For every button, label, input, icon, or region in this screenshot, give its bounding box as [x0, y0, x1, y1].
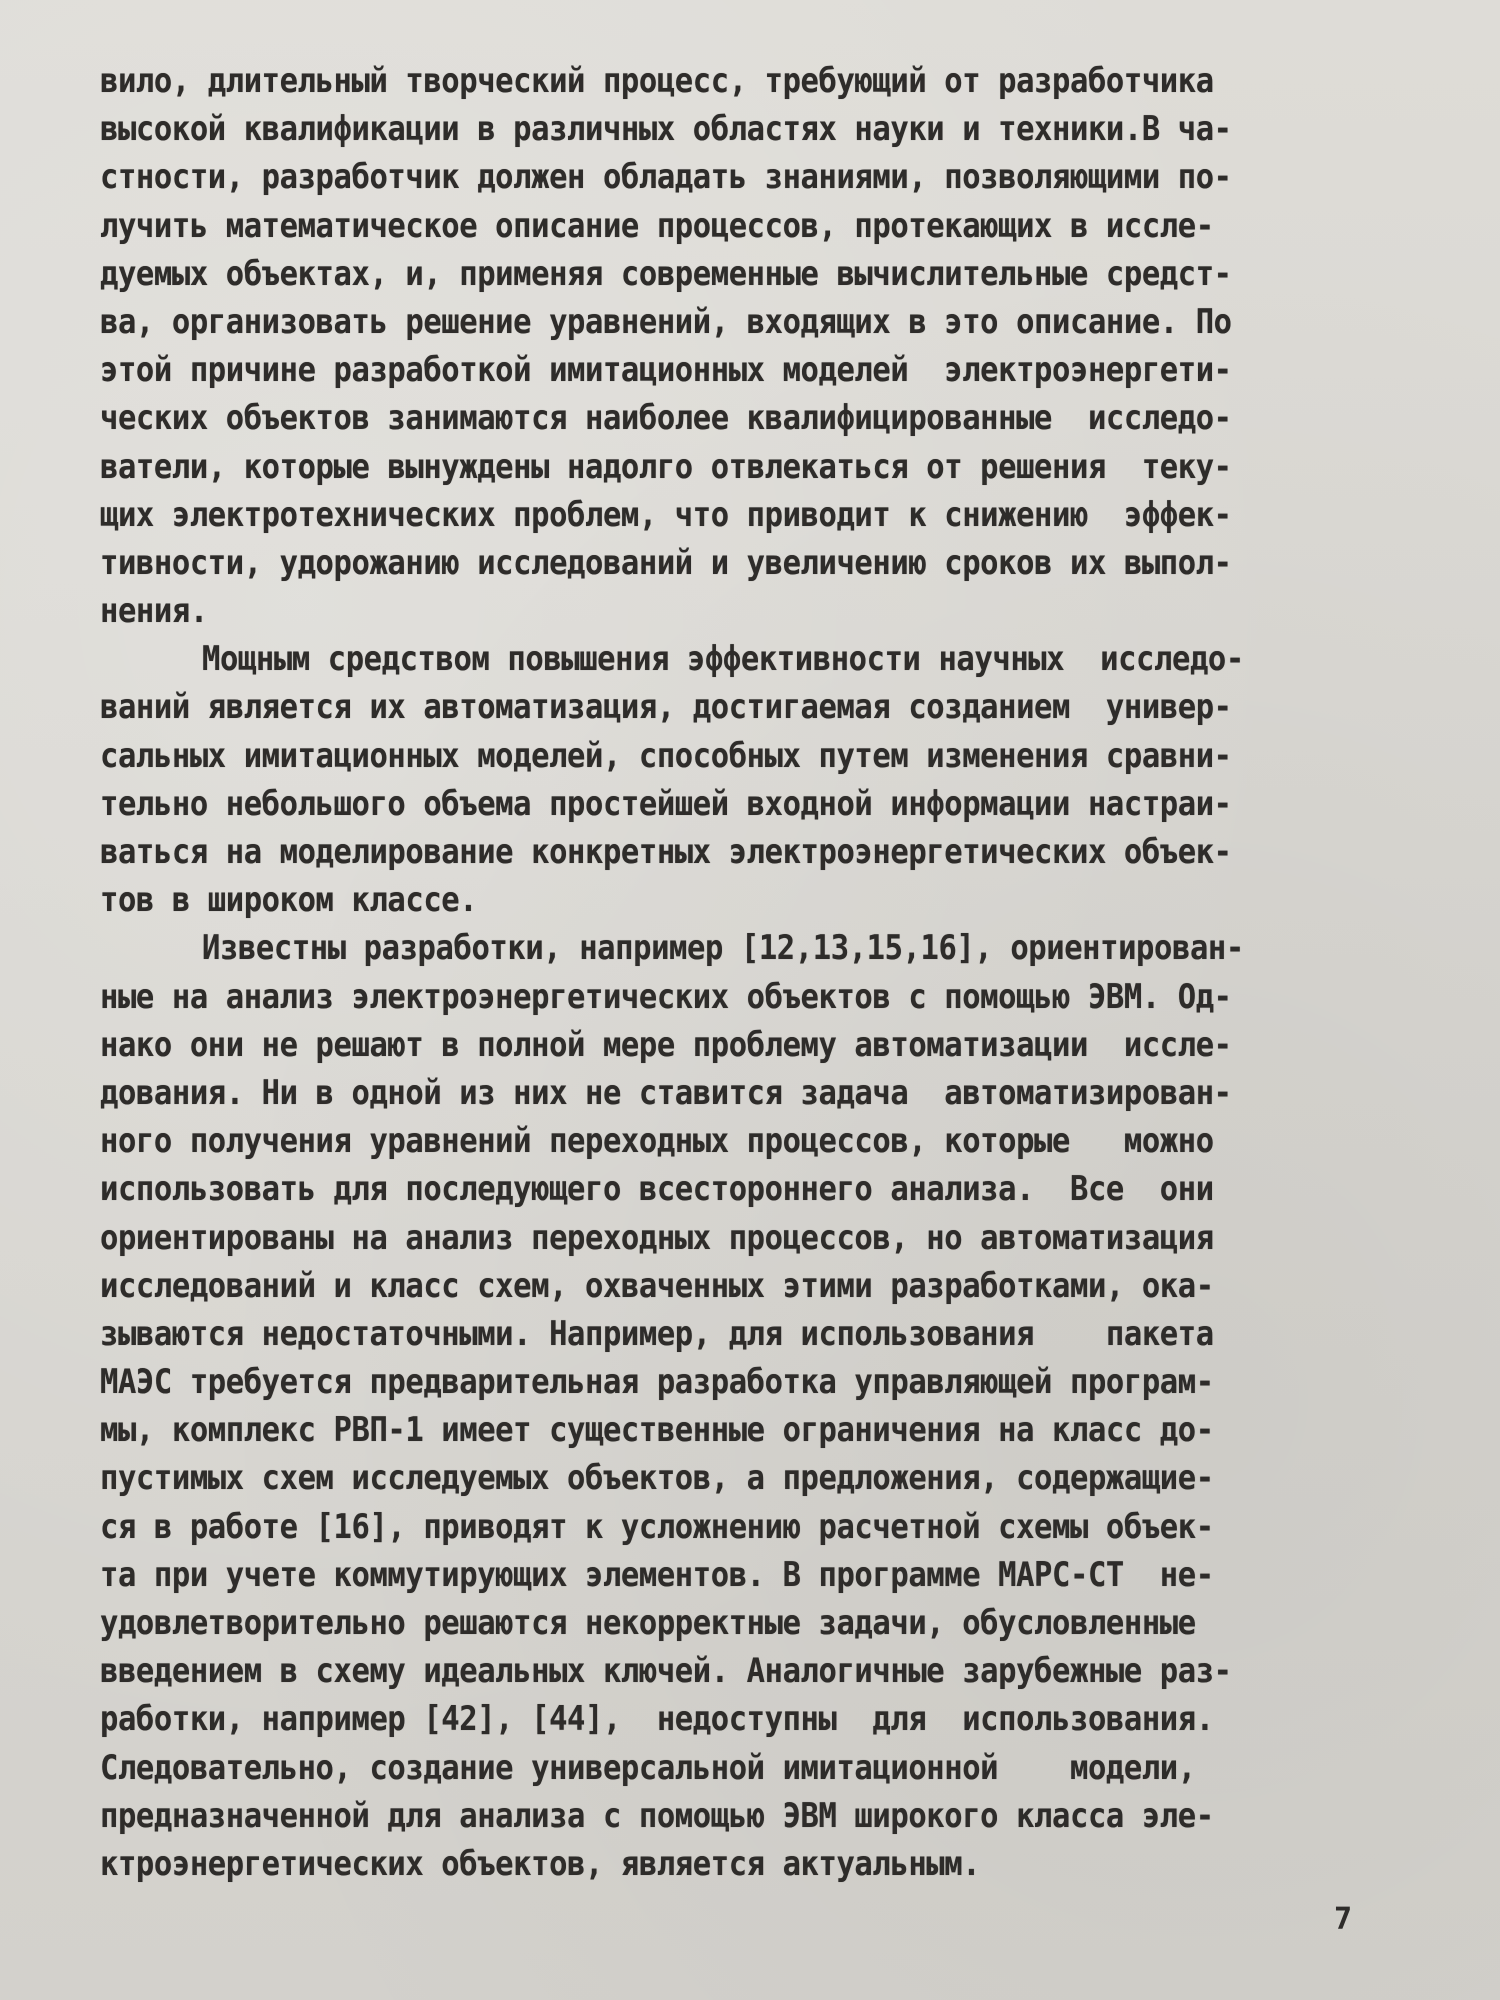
text-line: ческих объектов занимаются наиболее квалифицированные исследо- — [100, 399, 1232, 439]
text-line: ваний является их автоматизация, достигаемая созданием универ- — [100, 688, 1232, 728]
text-line: введением в схему идеальных ключей. Аналогичные зарубежные раз- — [100, 1652, 1232, 1692]
text-line: ктроэнергетических объектов, является актуальным. — [100, 1844, 981, 1884]
text-line: ва, организовать решение уравнений, входящих в это описание. По — [100, 302, 1232, 342]
text-line: удовлетворительно решаются некорректные задачи, обусловленные — [100, 1603, 1196, 1644]
text-line: ориентированы на анализ переходных процессов, но автоматизация — [100, 1218, 1214, 1258]
text-line: мы, комплекс РВП-1 имеет существенные ограничения на класс до- — [100, 1411, 1214, 1451]
page-number: 7 — [1334, 1902, 1353, 1937]
text-line: стности, разработчик должен обладать знаниями, позволяющими по- — [100, 158, 1232, 198]
text-line: ные на анализ электроэнергетических объектов с помощью ЭВМ. Од- — [100, 977, 1232, 1017]
text-line: дования. Ни в одной из них не ставится задача автоматизирован- — [100, 1073, 1232, 1113]
text-line: использовать для последующего всестороннего анализа. Все они — [100, 1170, 1214, 1210]
paragraph-3 — [100, 925, 1420, 1889]
text-line: высокой квалификации в различных областях науки и техники.В ча- — [100, 110, 1232, 150]
paragraph-1 — [100, 58, 1420, 636]
text-line: ся в работе [16], приводят к усложнению расчетной схемы объек- — [100, 1507, 1214, 1547]
text-line: дуемых объектах, и, применяя современные вычислительные средст- — [100, 254, 1232, 294]
text-line: щих электротехнических проблем, что приводит к снижению эффек- — [100, 495, 1232, 535]
text-line: этой причине разработкой имитационных моделей электроэнергети- — [100, 350, 1232, 391]
text-line: предназначенной для анализа с помощью ЭВМ широкого класса эле- — [100, 1796, 1214, 1836]
text-line: нения. — [100, 591, 208, 632]
text-line: работки, например [42], [44], недоступны для использования. — [100, 1700, 1214, 1740]
text-line: Следовательно, создание универсальной имитационной модели, — [100, 1748, 1196, 1788]
text-line: сальных имитационных моделей, способных путем изменения сравни- — [100, 736, 1232, 776]
text-line: ного получения уравнений переходных процессов, которые можно — [100, 1121, 1214, 1162]
text-line: ватели, которые вынуждены надолго отвлекаться от решения теку- — [100, 447, 1232, 487]
paragraph-2 — [100, 636, 1420, 925]
text-line: лучить математическое описание процессов, протекающих в иссле- — [100, 206, 1214, 246]
text-line: вило, длительный творческий процесс, требующий от разработчика — [100, 61, 1214, 102]
text-line: исследований и класс схем, охваченных этими разработками, ока- — [100, 1266, 1214, 1306]
text-line: ваться на моделирование конкретных электроэнергетических объек- — [100, 832, 1232, 873]
text-line: зываются недостаточными. Например, для использования пакета — [100, 1314, 1214, 1354]
text-line: МАЭС требуется предварительная разработка управляющей програм- — [100, 1362, 1214, 1403]
text-line: пустимых схем исследуемых объектов, а предложения, содержащие- — [100, 1459, 1214, 1499]
text-line-indented: Мощным средством повышения эффективности научных исследо- — [202, 640, 1244, 680]
text-line: тельно небольшого объема простейшей входной информации настраи- — [100, 784, 1232, 824]
text-line: та при учете коммутирующих элементов. В программе МАРС-СТ не- — [100, 1555, 1214, 1595]
document-page — [100, 58, 1420, 1889]
text-line: тивности, удорожанию исследований и увеличению сроков их выпол- — [100, 543, 1232, 583]
text-line: нако они не решают в полной мере проблему автоматизации иссле- — [100, 1025, 1232, 1065]
text-line-indented: Известны разработки, например [12,13,15,16], ориентирован- — [202, 929, 1244, 969]
text-line: тов в широком классе. — [100, 881, 478, 921]
